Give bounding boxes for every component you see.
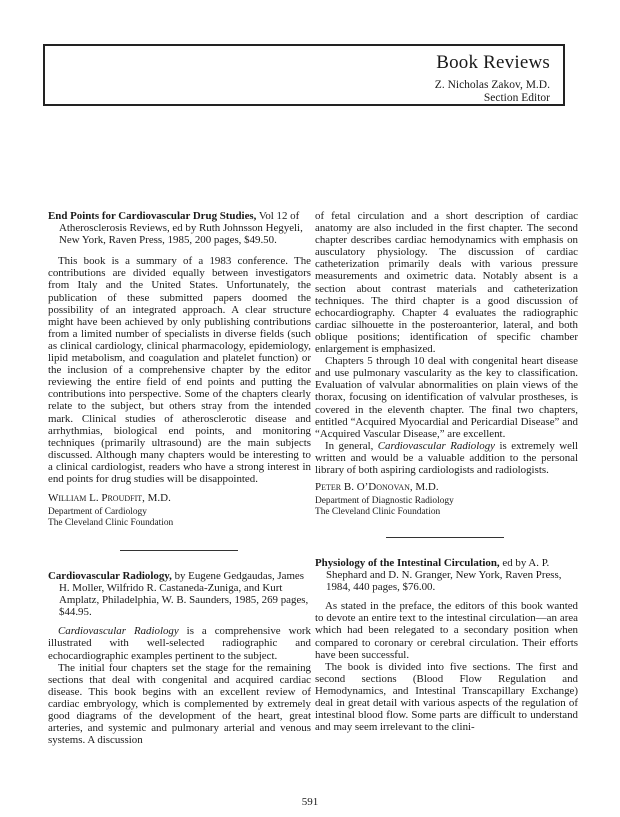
section-editor xyxy=(435,79,550,105)
book-title-italic: Cardiovascular Radiology xyxy=(377,439,496,452)
review-paragraph: As stated in the preface, the editors of this book wanted to devote an entire text to the intestinal circulation—an area which had been relegated to a secondary position when compared to coronary or cerebral circulation. Their efforts have been successful. xyxy=(315,600,578,661)
section-header-box xyxy=(43,44,565,106)
review-continuation: of fetal circulation and a short description of cardiac anatomy are also included in the first chapter. The second chapter describes cardiac hemodynamics with emphasis on ausculatory physiology. The discussion of cardiac catheterization primarily deals with various pressure measurements and oximetric data. Notably absent is a section about contrast materials and catheterization techniques. The third chapter is a good discussion of echocardiography. Chapter 4 evaluates the radiographic cardiac silhouette in the posteroanterior, lateral, and both oblique positions; identification of specific chamber enlargement is emphasized. xyxy=(315,210,578,356)
review-paragraph: In general, Cardiovascular Radiology is extremely well written and would be a valuable addition to the personal library of both aspiring cardiologists and radiologists. xyxy=(315,439,578,476)
citation-details: Vol 12 of Atherosclerosis Reviews, ed by Ruth Johnsson Hegyeli, New York, Raven Press, 1985, 200 pages, $49.50. xyxy=(59,210,303,247)
reviewer-signature xyxy=(315,481,578,493)
review-citation xyxy=(48,210,311,246)
reviewer-affiliation-org: The Cleveland Clinic Foundation xyxy=(48,517,174,528)
citation-details: by Eugene Gedgaudas, James H. Moller, Wilfrido R. Castaneda-Zuniga, and Kurt Amplatz, Philadelphia, W. B. Saunders, 1985, 269 pages, $44.95. xyxy=(59,570,309,619)
review-paragraph: Chapters 5 through 10 deal with congenital heart disease and use pulmonary vascularity as the key to classification. Evaluation of valvular abnormalities on plain views of the thorax, focusing on identification of valvular prostheses, is covered in the eleventh chapter. The final two chapters, entitled “Acquired Myocardial and Pericardial Disease” and “Acquired Vascular Disease,” are excellent. xyxy=(315,355,578,440)
review-separator xyxy=(386,537,504,538)
review-paragraph: The book is divided into five sections. The first and second sections (Blood Flow Regulation and Hemodynamics, and Intestinal Transcapillary Exchange) deal in great detail with various aspects of the regulation of intestinal blood flow. Some parts are difficult to understand and may seem irrelevant to the clini- xyxy=(315,660,578,734)
review-intestinal-circulation xyxy=(315,557,578,733)
reviewer-name: William L. Proudfit, M.D. xyxy=(48,492,171,505)
book-title: Physiology of the Intestinal Circulation, xyxy=(315,557,500,569)
review-paragraph: Cardiovascular Radiology is a comprehensive work illustrated with well-selected radiographic and echocardiographic examples pertinent to the subject. xyxy=(48,625,311,662)
review-citation xyxy=(315,557,578,593)
review-separator xyxy=(120,550,238,551)
reviewer-signature xyxy=(48,492,311,504)
book-title: Cardiovascular Radiology, xyxy=(48,570,172,582)
page-number: 591 xyxy=(301,796,319,808)
section-title: Book Reviews xyxy=(436,52,550,73)
reviewer-affiliation-dept: Department of Cardiology xyxy=(48,507,147,518)
citation-details: ed by A. P. Shephard and D. N. Granger, New York, Raven Press, 1984, 440 pages, $76.00. xyxy=(326,557,562,594)
editor-role: Section Editor xyxy=(483,92,550,104)
review-cardiovascular-radiology xyxy=(48,570,311,746)
review-cardiovascular-radiology-continued xyxy=(315,210,578,517)
book-title-italic: Cardiovascular Radiology xyxy=(58,625,179,638)
review-body: This book is a summary of a 1983 conference. The contributions are divided equally between investigators from Italy and the United States. Unfortunately, the publication of these submitted papers doomed the possibility of an integrated approach. A clear structure might have been achieved by only publishing contributions from a limited number of specialists in diverse fields (such as clinical cardiology, clinical pharmacology, epidemiology, lipid metabolism, and coagulation and platelet function) or the inclusion of a comprehensive chapter by the editor reviewing the entire field of end points and putting the contributions into perspective. Some of the chapters clearly relate to the subject, but others stray from the intended mark. Clinical studies of atherosclerotic disease and arrhythmias, biological end points, and monitoring techniques (primarily ultrasound) are the main subjects discussed. Although many chapters would be interesting to a clinical cardiologist, readers who have a strong interest in end points for drug studies will be disappointed. xyxy=(48,255,311,485)
review-citation xyxy=(48,570,311,618)
review-end-points xyxy=(48,210,311,528)
review-paragraph: The initial four chapters set the stage for the remaining sections that deal with congenital and acquired cardiac disease. This book begins with an excellent review of cardiac embryology, which is complemented by extremely good diagrams of the development of the heart, great arteries, and systemic and pulmonary arterial and venous systems. A discussion xyxy=(48,661,311,747)
reviewer-affiliation-dept: Department of Diagnostic Radiology xyxy=(315,496,454,507)
book-title: End Points for Cardiovascular Drug Studies, xyxy=(48,210,257,222)
editor-name: Z. Nicholas Zakov, M.D. xyxy=(434,79,550,91)
reviewer-affiliation-org: The Cleveland Clinic Foundation xyxy=(315,506,441,517)
reviewer-name: Peter B. O’Donovan, M.D. xyxy=(315,481,439,494)
